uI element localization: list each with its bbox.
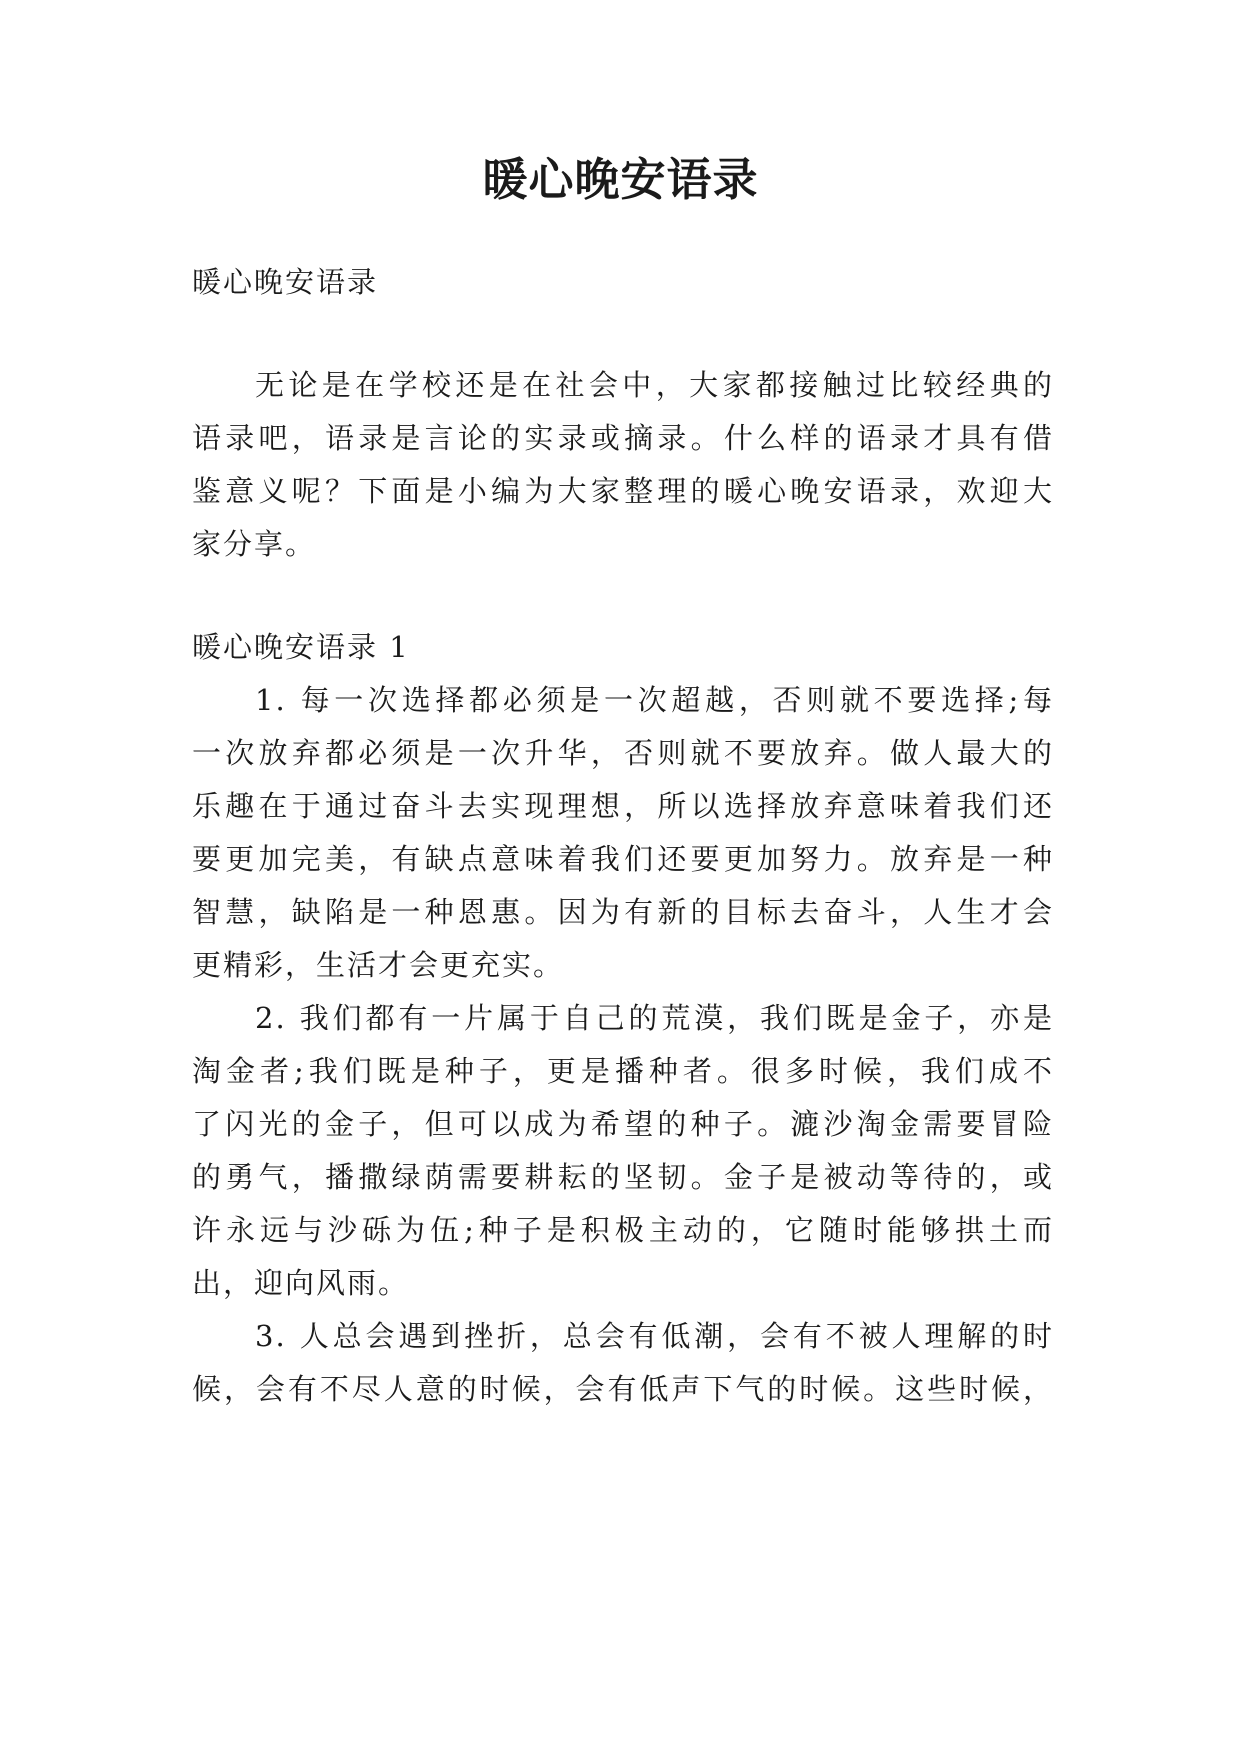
item2-line-2: 淘金者;我们既是种子，更是播种者。很多时候，我们成不	[192, 1054, 1054, 1088]
item1-line-5: 智慧，缺陷是一种恩惠。因为有新的目标去奋斗，人生才会	[192, 895, 1054, 929]
item2-line-1: 2. 我们都有一片属于自己的荒漠，我们既是金子，亦是	[255, 1001, 1054, 1035]
item2-line-4: 的勇气，播撒绿荫需要耕耘的坚韧。金子是被动等待的，或	[192, 1160, 1054, 1194]
item1-line-1: 1. 每一次选择都必须是一次超越，否则就不要选择;每	[255, 683, 1054, 717]
intro-line-4: 家分享。	[192, 527, 317, 561]
intro-line-1: 无论是在学校还是在社会中，大家都接触过比较经典的	[255, 368, 1054, 402]
item1-line-6: 更精彩，生活才会更充实。	[192, 948, 565, 982]
item2-line-5: 许永远与沙砾为伍;种子是积极主动的，它随时能够拱土而	[192, 1213, 1054, 1247]
item1-line-4: 要更加完美，有缺点意味着我们还要更加努力。放弃是一种	[192, 842, 1054, 876]
item2-line-6: 出，迎向风雨。	[192, 1266, 410, 1300]
item2-line-3: 了闪光的金子，但可以成为希望的种子。漉沙淘金需要冒险	[192, 1107, 1054, 1141]
item3-line-2: 候，会有不尽人意的时候，会有低声下气的时候。这些时候，	[192, 1372, 1054, 1406]
item3-line-1: 3. 人总会遇到挫折，总会有低潮，会有不被人理解的时	[255, 1319, 1054, 1353]
document-subtitle: 暖心晚安语录	[192, 265, 379, 299]
document-title: 暖心晚安语录	[482, 153, 759, 206]
section-heading: 暖心晚安语录 1	[192, 630, 410, 664]
item1-line-2: 一次放弃都必须是一次升华，否则就不要放弃。做人最大的	[192, 736, 1054, 770]
item1-line-3: 乐趣在于通过奋斗去实现理想，所以选择放弃意味着我们还	[192, 789, 1054, 823]
intro-line-3: 鉴意义呢？下面是小编为大家整理的暖心晚安语录，欢迎大	[192, 474, 1054, 508]
intro-line-2: 语录吧，语录是言论的实录或摘录。什么样的语录才具有借	[192, 421, 1054, 455]
